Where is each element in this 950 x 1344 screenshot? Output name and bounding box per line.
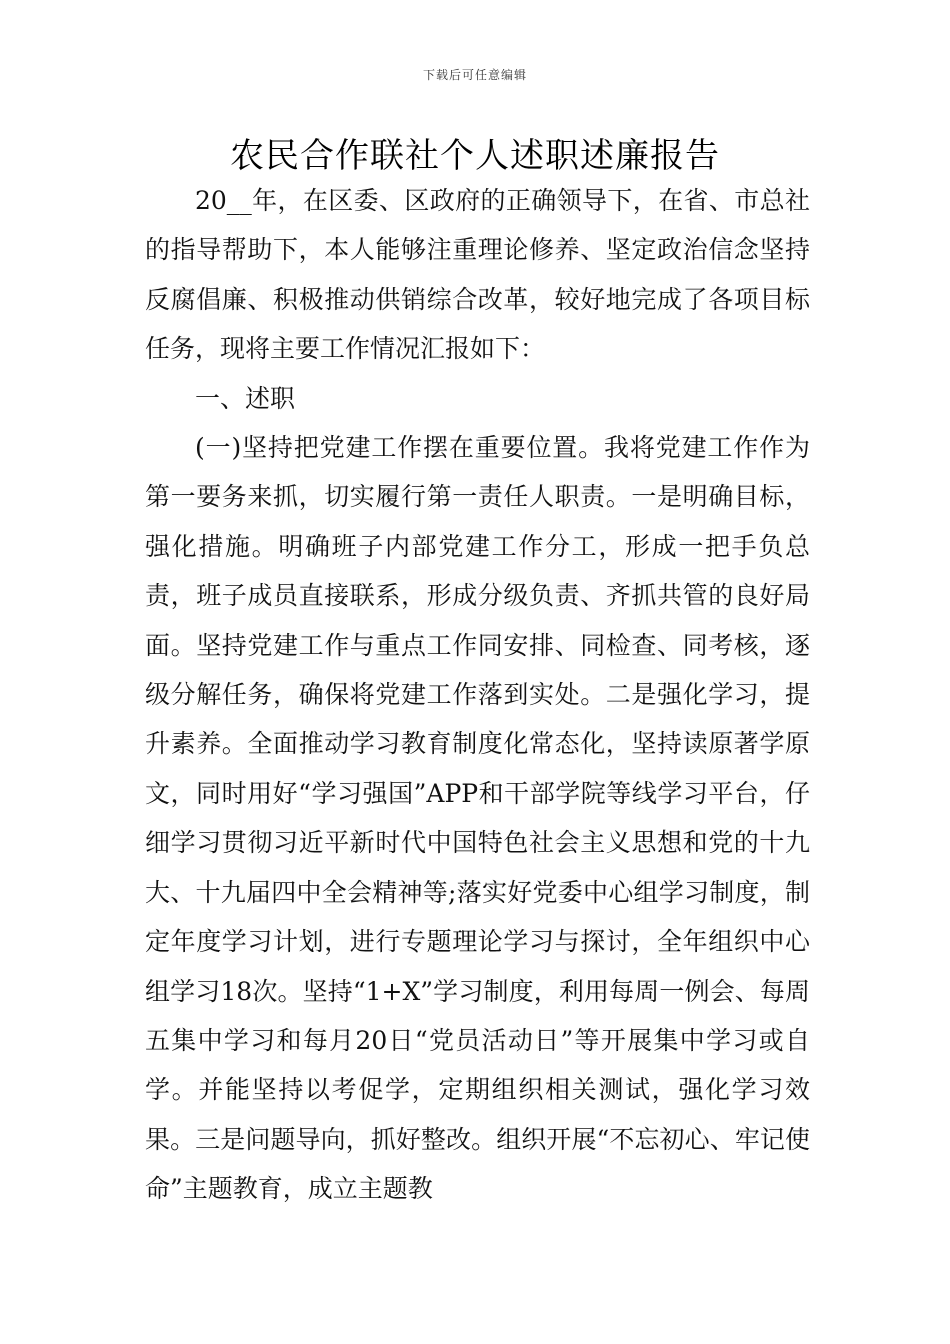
- document-body: [145, 176, 810, 1214]
- header-note: 下载后可任意编辑: [422, 68, 527, 82]
- section-heading-duty-report: 一、述职: [195, 383, 296, 413]
- document-title: 农民合作联社个人述职述廉报告: [230, 136, 720, 176]
- paragraph-party-building: (一)坚持把党建工作摆在重要位置。我将党建工作作为第一要务来抓，切实履行第一责任人职责。一是明确目标，强化措施。明确班子内部党建工作分工，形成一把手负总责，班子成员直接联系，形成分级负责、齐抓共管的良好局面。坚持党建工作与重点工作同安排、同检查、同考核，逐级分解任务，确保将党建工作落到实处。二是强化学习，提升素养。全面推动学习教育制度化常态化，坚持读原著学原文，同时用好“学习强国”APP和干部学院等线学习平台，仔细学习贯彻习近平新时代中国特色社会主义思想和党的十九大、十九届四中全会精神等;落实好党委中心组学习制度，制定年度学习计划，进行专题理论学习与探讨，全年组织中心组学习18次。坚持“1+X”学习制度，利用每周一例会、每周五集中学习和每月20日“党员活动日”等开展集中学习或自学。并能坚持以考促学，定期组织相关测试，强化学习效果。三是问题导向，抓好整改。组织开展“不忘初心、牢记使命”主题教育，成立主题教: [145, 433, 810, 1204]
- paragraph-intro: 20__年，在区委、区政府的正确领导下，在省、市总社的指导帮助下，本人能够注重理论修养、坚定政治信念坚持反腐倡廉、积极推动供销综合改革，较好地完成了各项目标任务，现将主要工作情况汇报如下：: [145, 186, 810, 364]
